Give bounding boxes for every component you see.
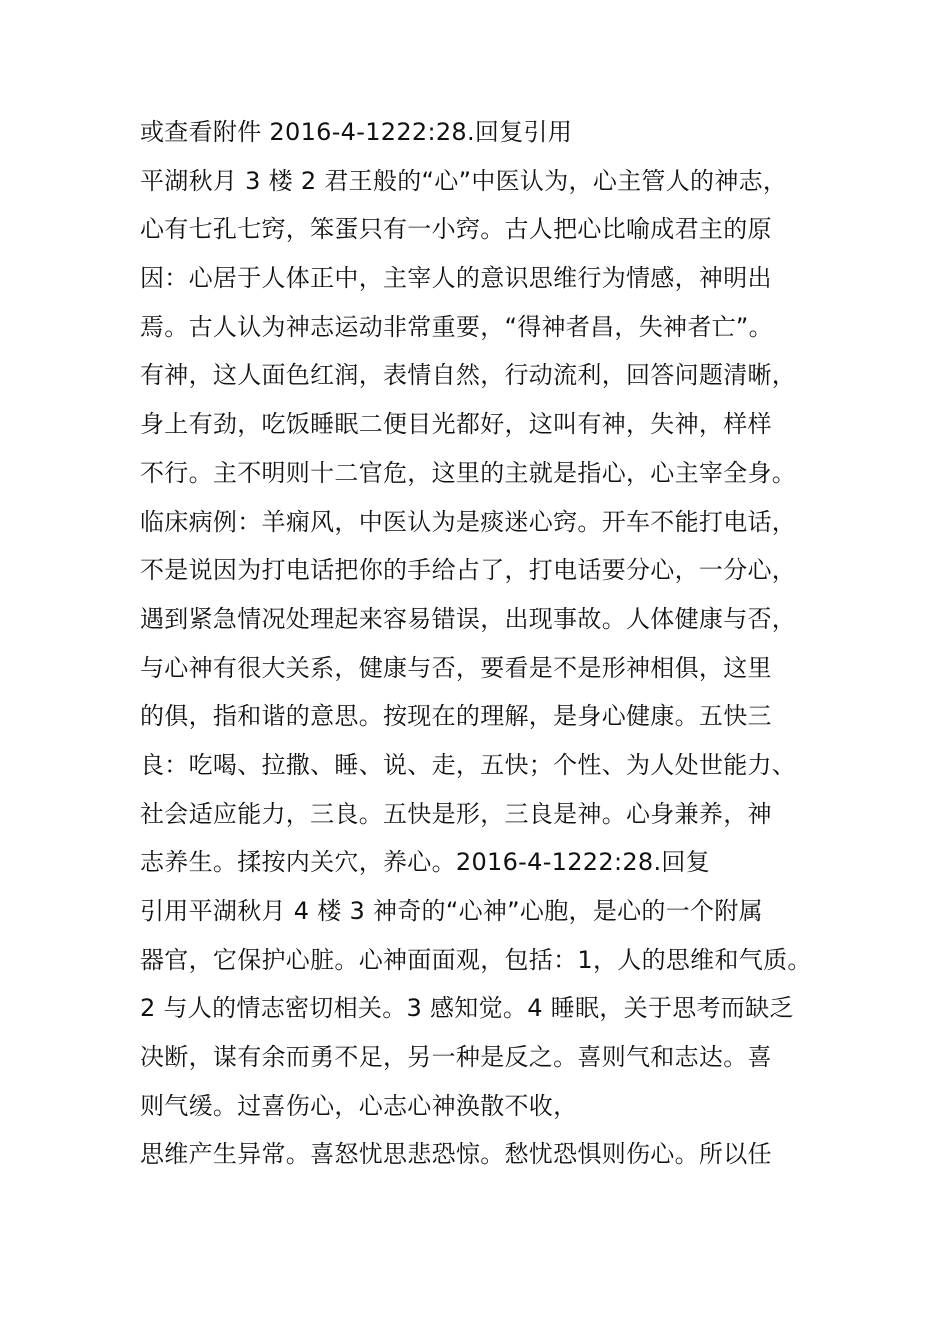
text-line: 器官，它保护心脏。心神面面观，包括：1，人的思维和气质。 bbox=[140, 945, 812, 974]
text-line: 2 与人的情志密切相关。3 感知觉。4 睡眠，关于思考而缺乏 bbox=[140, 994, 794, 1023]
text-line: 因：心居于人体正中，主宰人的意识思维行为情感，神明出 bbox=[140, 264, 772, 293]
text-line: 平湖秋月 3 楼 2 君王般的“心”中医认为，心主管人的神志， bbox=[140, 166, 788, 195]
text-line: 良：吃喝、拉撒、睡、说、走，五快；个性、为人处世能力、 bbox=[140, 750, 797, 779]
text-line: 身上有劲，吃饭睡眠二便目光都好，这叫有神，失神，样样 bbox=[140, 410, 772, 439]
text-line: 的俱，指和谐的意思。按现在的理解，是身心健康。五快三 bbox=[140, 702, 772, 731]
text-line: 或查看附件 2016-4-1222:28.回复引用 bbox=[140, 118, 573, 146]
text-line: 社会适应能力，三良。五快是形，三良是神。心身兼养，神 bbox=[140, 799, 772, 828]
text-line: 与心神有很大关系，健康与否，要看是不是形神相俱，这里 bbox=[140, 653, 772, 682]
text-line: 引用平湖秋月 4 楼 3 神奇的“心神”心胞，是心的一个附属 bbox=[140, 897, 763, 925]
text-line: 不是说因为打电话把你的手给占了，打电话要分心，一分心， bbox=[140, 556, 797, 585]
text-line: 遇到紧急情况处理起来容易错误，出现事故。人体健康与否， bbox=[140, 604, 797, 633]
text-line: 思维产生异常。喜怒忧思悲恐惊。愁忧恐惧则伤心。所以任 bbox=[140, 1140, 772, 1169]
text-line: 决断，谋有余而勇不足，另一种是反之。喜则气和志达。喜 bbox=[140, 1043, 772, 1072]
text-line: 有神，这人面色红润，表情自然，行动流利，回答问题清晰， bbox=[140, 361, 797, 390]
text-line: 则气缓。过喜伤心，心志心神涣散不收， bbox=[140, 1091, 578, 1120]
text-line: 临床病例：羊痫风，中医认为是痰迷心窍。开车不能打电话， bbox=[140, 507, 797, 536]
text-line: 焉。古人认为神志运动非常重要，“得神者昌，失神者亡”。 bbox=[140, 312, 773, 341]
document-body bbox=[140, 108, 840, 1179]
text-line: 志养生。揉按内关穴，养心。2016-4-1222:28.回复 bbox=[140, 848, 710, 877]
text-line: 心有七孔七窍，笨蛋只有一小窍。古人把心比喻成君主的原 bbox=[140, 215, 772, 244]
text-line: 不行。主不明则十二官危，这里的主就是指心，心主宰全身。 bbox=[140, 458, 797, 487]
